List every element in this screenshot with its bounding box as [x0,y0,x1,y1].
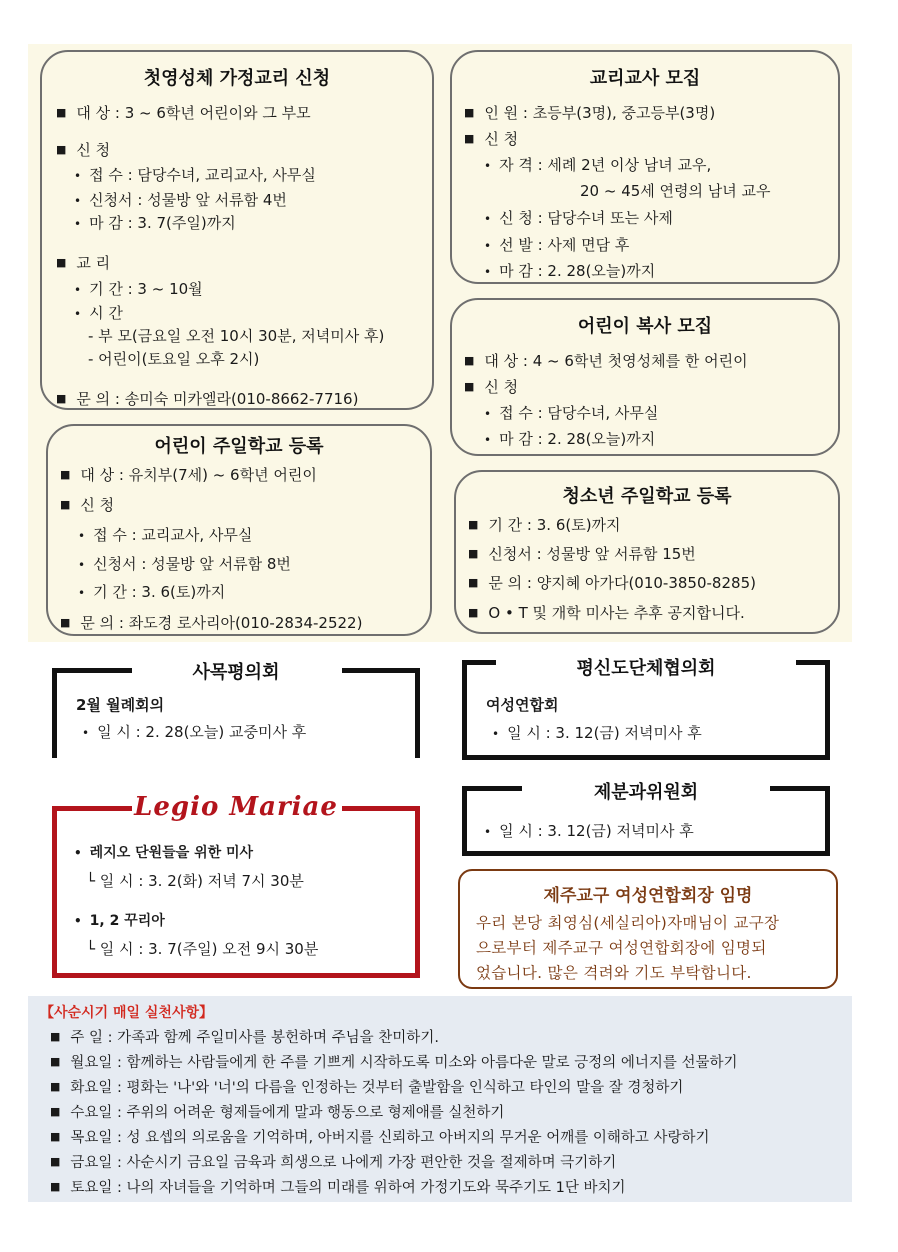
legio-item2: • 1, 2 꾸리아 [74,913,165,929]
dot-bullet-icon: • [74,846,82,860]
square-bullet-icon: ■ [464,132,475,145]
jeju-line: 우리 본당 최영심(세실리아)자매님이 교구장 [476,914,780,932]
square-bullet-icon: ■ [464,106,475,119]
list-item: • 접 수 : 담당수녀, 교리교사, 사무실 [74,166,316,184]
square-bullet-icon: ■ [60,468,71,481]
teacher-recruit-apply: ■ 신 청 [464,130,519,148]
dot-bullet-icon: • [74,169,82,183]
list-item: ■ 문 의 : 양지혜 아가다(010-3850-8285) [468,574,756,592]
list-item: ■ O • T 및 개학 미사는 추후 공지합니다. [468,604,745,622]
dot-bullet-icon: • [484,212,492,226]
dot-bullet-icon: • [74,914,82,928]
list-item: 20 ~ 45세 연령의 남녀 교우 [580,182,771,200]
list-item: • 접 수 : 담당수녀, 사무실 [484,404,659,422]
square-bullet-icon: ■ [468,576,479,589]
first-communion-box [40,50,434,410]
square-bullet-icon: ■ [50,1180,61,1193]
lay-council-title: 평신도단체협의회 [576,658,716,679]
pastoral-council-item: • 일 시 : 2. 28(오늘) 교중미사 후 [82,723,307,741]
list-item: • 기 간 : 3 ~ 10월 [74,280,203,298]
legio-item1-time: └ 일 시 : 3. 2(화) 저녁 7시 30분 [86,872,304,890]
first-communion-apply: ■ 신 청 [56,141,111,159]
square-bullet-icon: ■ [50,1130,61,1143]
children-school-contact: ■ 문 의 : 좌도경 로사리아(010-2834-2522) [60,614,363,632]
square-bullet-icon: ■ [56,143,67,156]
lay-council-sub: 여성연합회 [486,696,559,714]
dot-bullet-icon: • [484,433,492,447]
dot-bullet-icon: • [74,307,82,321]
dot-bullet-icon: • [82,726,90,740]
list-item: • 신청서 : 성물방 앞 서류함 8번 [78,555,291,573]
list-item: ■ 목요일 : 성 요셉의 의로움을 기억하며, 아버지를 신뢰하고 아버지의 무거운 어깨를 이해하고 사랑하기 [50,1130,710,1146]
jeju-appointment-box [458,869,838,989]
jebun-section [462,776,830,856]
square-bullet-icon: ■ [468,518,479,531]
first-communion-title: 첫영성체 가정교리 신청 [143,68,331,89]
youth-school-title: 청소년 주일학교 등록 [562,486,732,507]
square-bullet-icon: ■ [50,1055,61,1068]
list-item: - 어린이(토요일 오후 2시) [88,350,260,368]
dot-bullet-icon: • [484,159,492,173]
children-school-target: ■ 대 상 : 유치부(7세) ~ 6학년 어린이 [60,466,317,484]
dot-bullet-icon: • [78,558,86,572]
square-bullet-icon: ■ [56,106,67,119]
pastoral-council-section [52,658,420,758]
square-bullet-icon: ■ [56,256,67,269]
list-item: • 마 감 : 2. 28(오늘)까지 [484,430,656,448]
list-item: • 기 간 : 3. 6(토)까지 [78,583,226,601]
square-bullet-icon: ■ [464,354,475,367]
square-bullet-icon: ■ [50,1080,61,1093]
first-communion-contact: ■ 문 의 : 송미숙 미카엘라(010-8662-7716) [56,390,359,408]
square-bullet-icon: ■ [50,1030,61,1043]
teacher-recruit-box [450,50,840,284]
list-item: • 선 발 : 사제 면담 후 [484,236,630,254]
first-communion-target: ■ 대 상 : 3 ~ 6학년 어린이와 그 부모 [56,104,311,122]
pastoral-council-title: 사목평의회 [192,662,280,683]
altar-server-title: 어린이 복사 모집 [577,316,713,337]
teacher-recruit-people: ■ 인 원 : 초등부(3명), 중고등부(3명) [464,104,716,122]
list-item: ■ 토요일 : 나의 자녀들을 기억하며 그들의 미래를 위하여 가정기도와 묵주기도 1단 바치기 [50,1180,626,1196]
dot-bullet-icon: • [484,407,492,421]
dot-bullet-icon: • [484,825,492,839]
list-item: • 시 간 [74,304,123,322]
square-bullet-icon: ■ [50,1105,61,1118]
list-item: • 마 감 : 3. 7(주일)까지 [74,214,236,232]
list-item: ■ 월요일 : 함께하는 사람들에게 한 주를 기쁘게 시작하도록 미소와 아름다운 말로 긍정의 에너지를 선물하기 [50,1055,738,1071]
altar-server-target: ■ 대 상 : 4 ~ 6학년 첫영성체를 한 어린이 [464,352,748,370]
jeju-line: 었습니다. 많은 격려와 기도 부탁합니다. [476,964,752,982]
square-bullet-icon: ■ [468,606,479,619]
jebun-title: 제분과위원회 [593,782,699,803]
dot-bullet-icon: • [78,529,86,543]
first-communion-class: ■ 교 리 [56,254,111,272]
list-item: ■ 금요일 : 사순시기 금요일 금육과 희생으로 나에게 가장 편안한 것을 절제하며 극기하기 [50,1155,617,1171]
jeju-body [476,911,826,986]
list-item: • 자 격 : 세례 2년 이상 남녀 교우, [484,156,712,174]
jeju-title: 제주교구 여성연합회장 임명 [543,886,753,906]
lay-council-section [462,654,830,760]
square-bullet-icon: ■ [56,392,67,405]
altar-server-apply: ■ 신 청 [464,378,519,396]
youth-school-box [454,470,840,634]
dot-bullet-icon: • [74,283,82,297]
children-school-title: 어린이 주일학교 등록 [154,436,324,457]
list-item: • 접 수 : 교리교사, 사무실 [78,526,253,544]
square-bullet-icon: ■ [468,547,479,560]
list-item: - 부 모(금요일 오전 10시 30분, 저녁미사 후) [88,327,385,345]
square-bullet-icon: ■ [464,380,475,393]
legio-logo: Legio Mariae [134,792,338,822]
lent-practice-section [28,996,852,1202]
list-item: ■ 수요일 : 주위의 어려운 형제들에게 말과 행동으로 형제애를 실천하기 [50,1105,505,1121]
jebun-item: • 일 시 : 3. 12(금) 저녁미사 후 [484,822,694,840]
legio-item1: • 레지오 단원들을 위한 미사 [74,845,254,861]
children-school-apply: ■ 신 청 [60,496,115,514]
list-item: • 신청서 : 성물방 앞 서류함 4번 [74,191,287,209]
square-bullet-icon: ■ [60,498,71,511]
square-bullet-icon: ■ [60,616,71,629]
list-item: ■ 신청서 : 성물방 앞 서류함 15번 [468,545,696,563]
dot-bullet-icon: • [484,239,492,253]
dot-bullet-icon: • [492,727,500,741]
pastoral-council-sub: 2월 월례회의 [76,696,165,714]
list-item: ■ 주 일 : 가족과 함께 주일미사를 봉헌하며 주님을 찬미하기. [50,1030,439,1046]
legio-section [52,792,420,978]
altar-server-box [450,298,840,456]
square-bullet-icon: ■ [50,1155,61,1168]
legio-item2-time: └ 일 시 : 3. 7(주일) 오전 9시 30분 [86,940,319,958]
dot-bullet-icon: • [74,194,82,208]
list-item: • 신 청 : 담당수녀 또는 사제 [484,209,673,227]
dot-bullet-icon: • [78,586,86,600]
teacher-recruit-title: 교리교사 모집 [589,68,701,89]
children-school-box [46,424,432,636]
list-item: • 마 감 : 2. 28(오늘)까지 [484,262,656,280]
list-item: ■ 기 간 : 3. 6(토)까지 [468,516,621,534]
jeju-line: 으로부터 제주교구 여성연합회장에 임명되 [476,939,767,957]
dot-bullet-icon: • [484,265,492,279]
dot-bullet-icon: • [74,217,82,231]
lay-council-item: • 일 시 : 3. 12(금) 저녁미사 후 [492,724,702,742]
list-item: ■ 화요일 : 평화는 '나'와 '너'의 다름을 인정하는 것부터 출발함을 인식하고 타인의 말을 잘 경청하기 [50,1080,684,1096]
lent-heading: 【사순시기 매일 실천사항】 [40,1005,213,1021]
